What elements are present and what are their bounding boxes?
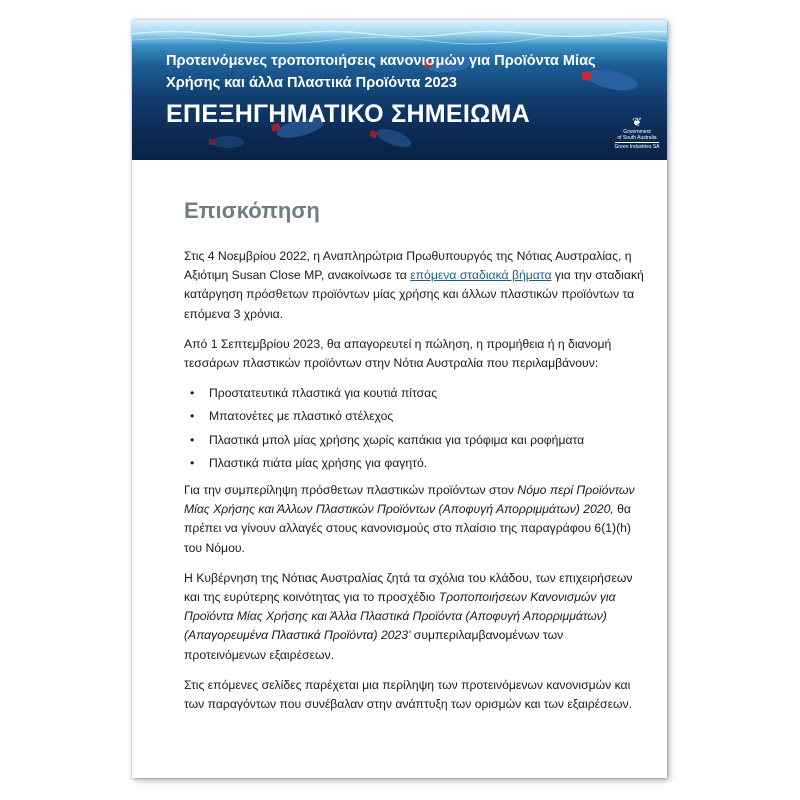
- paragraph-ban-intro: Από 1 Σεπτεμβρίου 2023, θα απαγορευτεί η πώληση, η προμήθεια ή η διανομή τεσσάρων πλαστικών προϊόντων στην Νότια Αυστραλία που περιλαμβάνουν:: [184, 336, 612, 371]
- bullet-icon: •: [190, 409, 195, 424]
- paragraph-text: Στις 4 Νοεμβρίου 2022, η Αναπληρώτρια Πρωθυπουργός της Νότιας Αυστραλίας, η Αξιότιμη Susan Close MP, ανακοίνωσε τα: [184, 249, 632, 283]
- banner-subtitle: Προτεινόμενες τροποποιήσεις κανονισμών για Προϊόντα Μίας Χρήσης και άλλα Πλαστικά Προϊόντα 2023: [166, 53, 596, 91]
- banned-products-list: [184, 384, 644, 473]
- paragraph-text: για την σταδιακή κατάργηση πρόσθετων προϊόντων μίας χρήσης και άλλων πλαστικών προϊόντων τα επόμενα 3 χρόνια.: [184, 268, 644, 321]
- document-body: [184, 247, 644, 725]
- list-item: [184, 384, 644, 403]
- government-logo: [612, 116, 662, 150]
- paragraph-text: θα πρέπει να γίνουν αλλαγές στους κανονισμούς στο πλαίσιο της παραγράφου 6(1)(h) του Νόμου.: [184, 502, 631, 555]
- plastic-bottle-icon: [369, 125, 413, 150]
- paragraph-text: Η Κυβέρνηση της Νότιας Αυστραλίας ζητά τα σχόλια του κλάδου, των επιχειρήσεων και της ευρύτερης κοινότητας για το προσχέδιο: [184, 570, 633, 605]
- paragraph-summary: Στις επόμενες σελίδες παρέχεται μια περίληψη των προτεινόμενων κανονισμών και των παραγόντων που συνέβαλαν στην ανάπτυξη των ορισμών και των εξαιρέσεων.: [184, 677, 633, 712]
- crest-icon: ❦: [631, 115, 643, 129]
- paragraph-text: Για την συμπερίληψη πρόσθετων πλαστικών προϊόντων στον: [184, 483, 518, 498]
- list-item-text: Προστατευτικά πλαστικά για κουτιά πίτσας: [209, 386, 438, 401]
- list-item-text: Μπατονέτες με πλαστικό στέλεχος: [209, 409, 394, 424]
- section-heading: Επισκόπηση: [184, 198, 320, 223]
- bullet-icon: •: [190, 386, 195, 401]
- logo-text-government: Government: [623, 129, 651, 135]
- paragraph-text: συμπεριλαμβανομένων των προτεινόμενων εξαιρέσεων.: [184, 628, 564, 662]
- list-item: [184, 454, 644, 473]
- list-item: [184, 407, 644, 426]
- logo-text-agency: Green Industries SA: [614, 144, 660, 150]
- logo-text-state: of South Australia: [617, 135, 657, 141]
- paragraph-act-changes: [184, 481, 644, 558]
- banner-title: ΕΠΕΞΗΓΗΜΑΤΙΚΟ ΣΗΜΕΙΩΜΑ: [166, 100, 530, 128]
- document-page: [132, 20, 667, 778]
- plastic-bottle-icon: [209, 136, 244, 148]
- next-steps-link[interactable]: επόμενα σταδιακά βήματα: [410, 268, 552, 283]
- header-banner: [132, 20, 667, 160]
- bullet-icon: •: [190, 432, 195, 447]
- list-item-text: Πλαστικά πιάτα μίας χρήσης για φαγητό.: [209, 455, 428, 470]
- logo-divider: [615, 142, 659, 143]
- paragraph-consultation: [184, 569, 644, 665]
- list-item: [184, 431, 644, 450]
- bullet-icon: •: [190, 455, 195, 470]
- act-title-italic: Νόμο περί Προϊόντων Μίας Χρήσης και Άλλων Πλαστικών Προϊόντων (Αποφυγή Απορριμμάτων) 2020,: [184, 483, 635, 517]
- regulations-title-italic: Τροποποιήσεων Κανονισμών για Προϊόντα Μίας Χρήσης και Άλλα Πλαστικά Προϊόντα (Αποφυγή Απορριμμάτων) (Απαγορευμένα Πλαστικά Προϊόντα) 2023': [184, 590, 616, 643]
- paragraph-announcement: [184, 247, 644, 324]
- list-item-text: Πλαστικά μπολ μίας χρήσης χωρίς καπάκια για τρόφιμα και ροφήματα: [209, 432, 585, 447]
